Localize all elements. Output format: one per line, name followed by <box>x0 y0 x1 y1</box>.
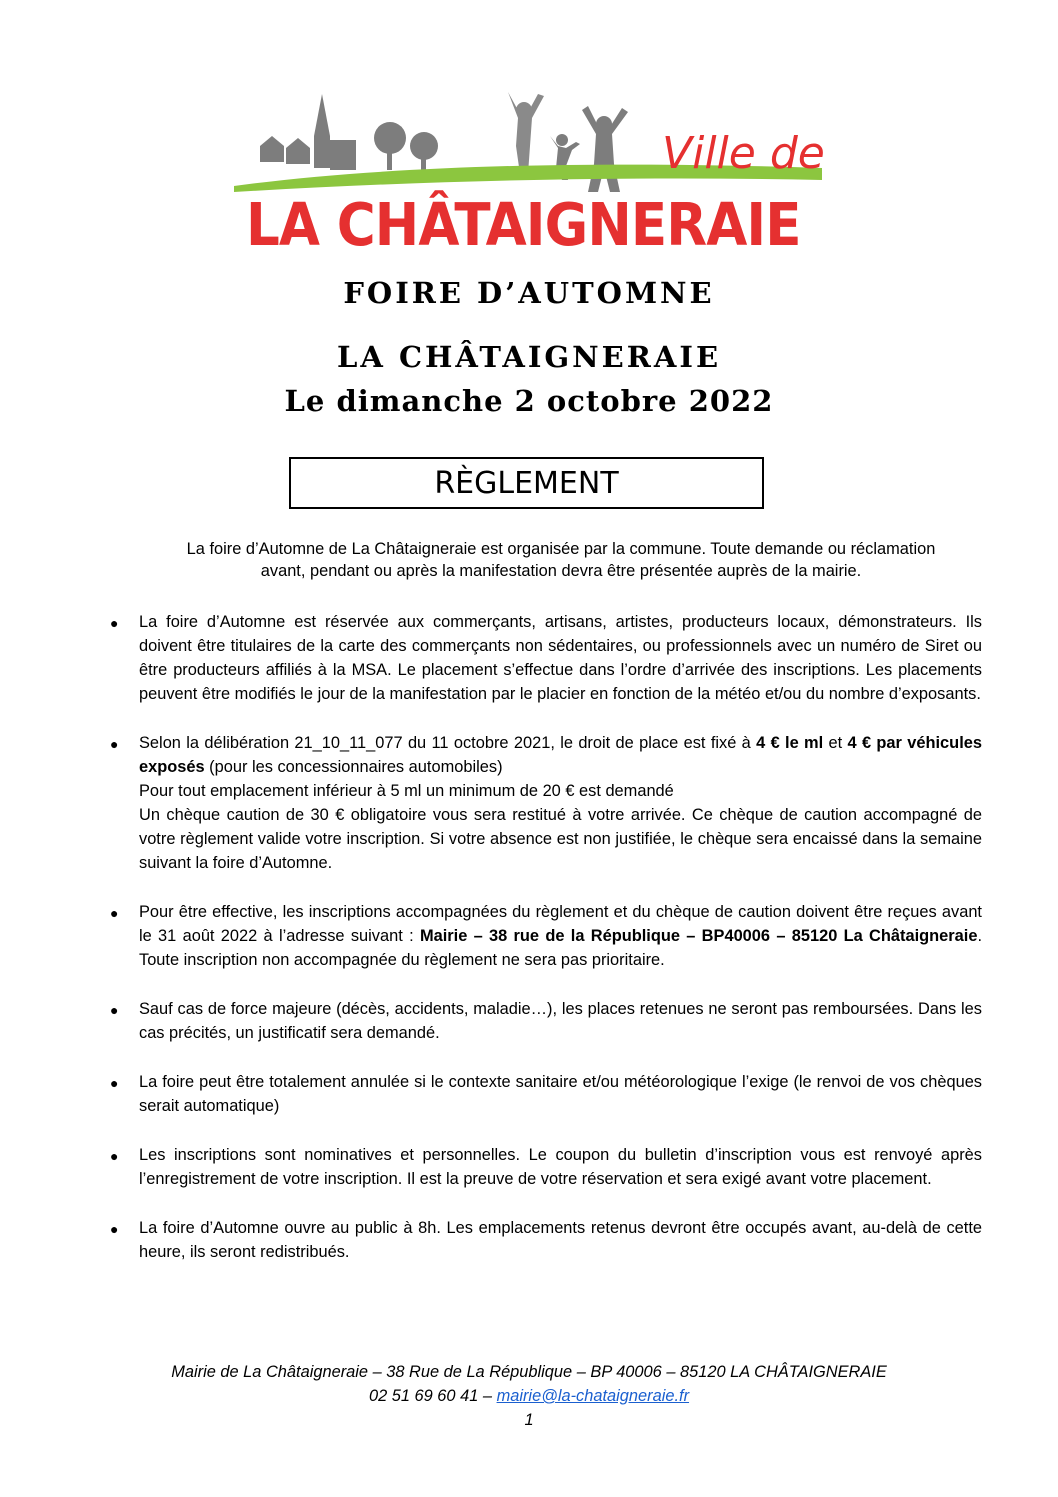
event-date: Le dimanche 2 octobre 2022 <box>284 384 774 418</box>
rule-2-deposit: Un chèque caution de 30 € obligatoire vous sera restitué à votre arrivée. Ce chèque de caution accompagné de votre règlement valide votre inscription. Si votre absence est non justifiée, le chèque sera encaissé dans la semaine suivant la foire d’Automne. <box>139 806 982 872</box>
rule-text-4: Sauf cas de force majeure (décès, accidents, maladie…), les places retenues ne seront pas remboursées. Dans les cas précités, un justificatif sera demandé. <box>139 1000 982 1042</box>
rule-3-intro: Pour être effective, les inscriptions accompagnées du règlement et du chèque de caution doivent être reçues avant le 31 août 2022 à l’adresse suivant : <box>139 903 982 945</box>
bullet-icon: ● <box>110 1075 119 1091</box>
rule-item-2 <box>0 731 982 875</box>
rule-item-3 <box>0 900 982 972</box>
page-number: 1 <box>524 1411 534 1429</box>
intro-paragraph <box>150 538 972 582</box>
rule-2-note: (pour les concessionnaires automobiles) <box>204 758 503 776</box>
fee-per-vehicle: 4 € par véhicules exposés <box>139 734 982 776</box>
rule-text-7: La foire d’Automne ouvre au public à 8h. Les emplacements retenus devront être occupés avant, au-delà de cette heure, ils seront redistribués. <box>139 1219 982 1261</box>
rule-2-intro: Selon la délibération 21_10_11_077 du 11 octobre 2021, le droit de place est fixé à <box>139 734 757 752</box>
event-title: FOIRE D’AUTOMNE <box>343 276 715 310</box>
rule-item-1 <box>0 610 982 706</box>
bullet-icon: ● <box>110 905 119 921</box>
rule-text-2 <box>139 731 982 779</box>
event-town: LA CHÂTAIGNERAIE <box>336 340 722 374</box>
logo-town-name: LA CHÂTAIGNERAIE <box>246 190 801 259</box>
footer-contact <box>0 1384 1058 1408</box>
rules-list <box>0 610 1058 1289</box>
bullet-icon: ● <box>110 615 119 631</box>
rule-text-1: La foire d’Automne est réservée aux commerçants, artisans, artistes, producteurs locaux, démonstrateurs. Ils doivent être titulaires de la carte des commerçants non sédentaires, ou professionnels avec un numéro de Siret ou être producteurs affiliés à la MSA. Le placement s’effectue dans l’ordre d’arrivée des inscriptions. Les placements peuvent être modifiés le jour de la manifestation par le placier en fonction de la météo et/ou du nombre d’exposants. <box>139 613 982 703</box>
rule-text-5: La foire peut être totalement annulée si le contexte sanitaire et/ou météorologique l’exige (le renvoi de vos chèques serait automatique) <box>139 1073 982 1115</box>
mairie-address: Mairie – 38 rue de la République – BP40006 – 85120 La Châtaigneraie <box>419 927 978 945</box>
logo-ville-text: Ville de <box>662 128 825 179</box>
town-logo <box>232 88 832 283</box>
page-footer <box>0 1360 1058 1432</box>
rule-text-3 <box>139 900 982 972</box>
intro-line-2: avant, pendant ou après la manifestation devra être présentée auprès de la mairie. <box>260 562 862 580</box>
rule-item-6 <box>0 1143 982 1191</box>
bullet-icon: ● <box>110 1148 119 1164</box>
rule-3-end: . Toute inscription non accompagnée du règlement ne sera pas prioritaire. <box>139 927 983 969</box>
rule-2-minimum: Pour tout emplacement inférieur à 5 ml un minimum de 20 € est demandé <box>139 782 674 800</box>
rule-2-and: et <box>823 734 848 752</box>
rule-item-7 <box>0 1216 982 1264</box>
rule-item-4 <box>0 997 982 1045</box>
footer-phone: 02 51 69 60 41 – <box>368 1387 497 1405</box>
rule-item-5 <box>0 1070 982 1118</box>
reglement-title-box: RÈGLEMENT <box>289 457 764 509</box>
footer-email-link[interactable]: mairie@la-chataigneraie.fr <box>496 1387 690 1405</box>
bullet-icon: ● <box>110 1002 119 1018</box>
bullet-icon: ● <box>110 736 119 752</box>
intro-line-1: La foire d’Automne de La Châtaigneraie est organisée par la commune. Toute demande ou réclamation <box>186 540 936 558</box>
footer-address: Mairie de La Châtaigneraie – 38 Rue de La République – BP 40006 – 85120 LA CHÂTAIGNERAIE <box>171 1363 887 1381</box>
rule-text-6: Les inscriptions sont nominatives et personnelles. Le coupon du bulletin d’inscription vous est renvoyé après l’enregistrement de votre inscription. Il est la preuve de votre réservation et sera exigé avant votre placement. <box>139 1146 982 1188</box>
fee-per-ml: 4 € le ml <box>756 734 824 752</box>
bullet-icon: ● <box>110 1221 119 1237</box>
